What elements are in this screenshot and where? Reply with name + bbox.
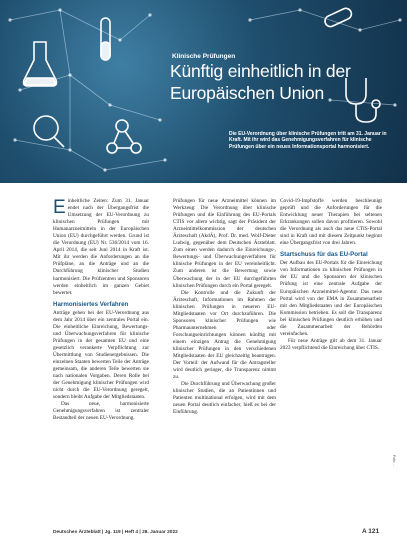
pill-icon — [323, 7, 353, 29]
column-3 — [280, 198, 382, 352]
molecule-icon — [107, 120, 141, 153]
body-paragraph: Covid-19-Impfstoffe werden beschleunigt geprüft und die Anforderungen für die Entwicklung neuer Therapien bei seltenen Erkrankungen sollen davon profitieren. Sowohl die Verordnung als auch das neue CTIS-Portal sind in Kraft und mit diesem Zeitpunkt beginnt eine Übergangsfrist von drei Jahren. — [280, 198, 382, 247]
title-line-2: Europäischen Union — [170, 83, 325, 103]
column-1 — [53, 198, 149, 422]
column-2 — [173, 198, 276, 416]
title-line-1: Künftig einheitlich in der — [170, 61, 351, 81]
stethoscope-icon — [346, 78, 380, 122]
test-tube-icon — [101, 18, 110, 60]
intro-paragraph — [53, 198, 149, 297]
article-title — [170, 60, 351, 104]
hero-banner — [0, 0, 407, 183]
body-paragraph: Das neue, harmonisierte Genehmigungsverfahren ist zentraler Bestandteil der neuen EU-Verordnung. — [53, 401, 149, 422]
footer-journal-info: Deutsches Ärzteblatt | Jg. 119 | Heft 4 | 28. Januar 2022 — [53, 530, 178, 535]
photo-credit: Foto: ... — [392, 455, 396, 468]
kicker: Klinische Prüfungen — [172, 53, 236, 60]
page-number: A 121 — [362, 528, 380, 535]
flask-icon — [24, 42, 57, 86]
body-paragraph: Der Aufbau des EU-Portals für die Einreichung von Informationen zu klinischen Prüfungen in der EU und die Sponsoren der klinischen Prüfung ist eine zentrale Aufgabe der Europäischen Arzneimittel-Agentur. Das neue Portal wird von der EMA in Zusammenarbeit mit den Mitgliedstaaten und der Europäischen Kommission betrieben. Es soll die Transparenz bei klinischen Prüfungen deutlich erhöhen und die Zusammenarbeit der Behörden vereinfachen. — [280, 260, 382, 337]
subheading: Startschuss für das EU-Portal — [280, 251, 368, 259]
drop-cap: E — [53, 197, 66, 218]
body-paragraph: Anträge gehen bei der EU-Verordnung aus dem Jahr 2014 über ein zentrales Portal ein. Die einheitliche Einreichung, Bewertungs- und Überwachungsverfahren für klinische Prüfungen in der gesamten EU und eine gesetzlich verankerte Verpflichtung zur Übermittlung von Studienergebnissen. Die einzelnen Staaten bewerten Teile der Anträge gemeinsam, die anderen Teile bewerten sie nach nationalen Vorgaben. Deren Rolle bei der Genehmigung klinischer Prüfungen wird nicht durch die EU-Verordnung geregelt, sondern bleibt Aufgabe der Mitgliedstaaten. — [53, 309, 149, 401]
intro-text: inheitliche Zeiten: Zum 31. Januar endet nach der Übergangsfrist die Umsetzung der EU-Verordnung zu klinischen Prüfungen mit Humanarzneimitteln in der Europäischen Union (EU) durchgeführt werden. Grund ist die Verordnung (EU) Nr. 536/2014 vom 16. April 2014, die seit Juni 2014 in Kraft ist. Mit ihr werden die Anforderungen an die Prüfpläne, an die Anträge und an die Durchführung klinischer Studien harmonisiert. Die Prüfzentren und Sponsoren werden einheitlich im ganzen Gebiet bewertet. — [53, 198, 149, 296]
body-paragraph: Prüfungen für neue Arzneimittel können im Werkzeug: Die Verordnung über klinische Prüfungen und die Einführung des EU-Portals CTIS vor allem wichtig, sagt der Präsident der Arzneimittelkommission der deutschen Ärzteschaft (AkdÄ), Prof. Dr. med. Wolf-Dieter Ludwig, gegenüber dem Deutschen Ärzteblatt. Zum einen werden dadurch die Einreichungs-, Bewertungs- und Überwachungsverfahren für klinische Prüfungen in der EU vereinheitlicht. Zum anderen ist die Bewertung sowie Überwachung der in der EU durchgeführten klinischen Prüfungen durch ein Portal geregelt. — [173, 198, 276, 289]
body-paragraph: Für neue Anträge gilt ab dem 31. Januar 2023 verpflichtend die Einreichung über CTIS. — [280, 337, 382, 351]
body-paragraph: Die Kontrolle und die Zukunft der Ärzteschaft, Informationen im Rahmen der klinischen Prüfungen in neueren EU-Mitgliedstaaten vor Ort durchzuführen. Die Sponsoren klinischer Prüfungen wie Pharmaunternehmen oder Forschungseinrichtungen können künftig mit einem einzigen Antrag die Genehmigung klinischer Prüfungen in den verschiedenen Mitgliedstaaten der EU gleichzeitig beantragen. Der Vorteil: der Aufwand für die Antragsteller wird deutlich geringer, die Transparenz nimmt zu. — [173, 289, 276, 381]
magnifier-icon — [34, 116, 64, 147]
body-paragraph: Die Durchführung und Überwachung großer klinischer Studien, die an Patientinnen und Patienten multinational erfolgen, wird mit dem neuen Portal deutlich einfacher, hieß es bei der Einführung. — [173, 381, 276, 416]
lead-paragraph: Die EU-Verordnung über klinische Prüfungen tritt am 31. Januar in Kraft. Mit ihr wird das Genehmigungsverfahren für klinische Prüfungen über ein neues Informationsportal harmonisiert. — [229, 131, 387, 150]
subheading: Harmonisiertes Verfahren — [53, 300, 129, 308]
